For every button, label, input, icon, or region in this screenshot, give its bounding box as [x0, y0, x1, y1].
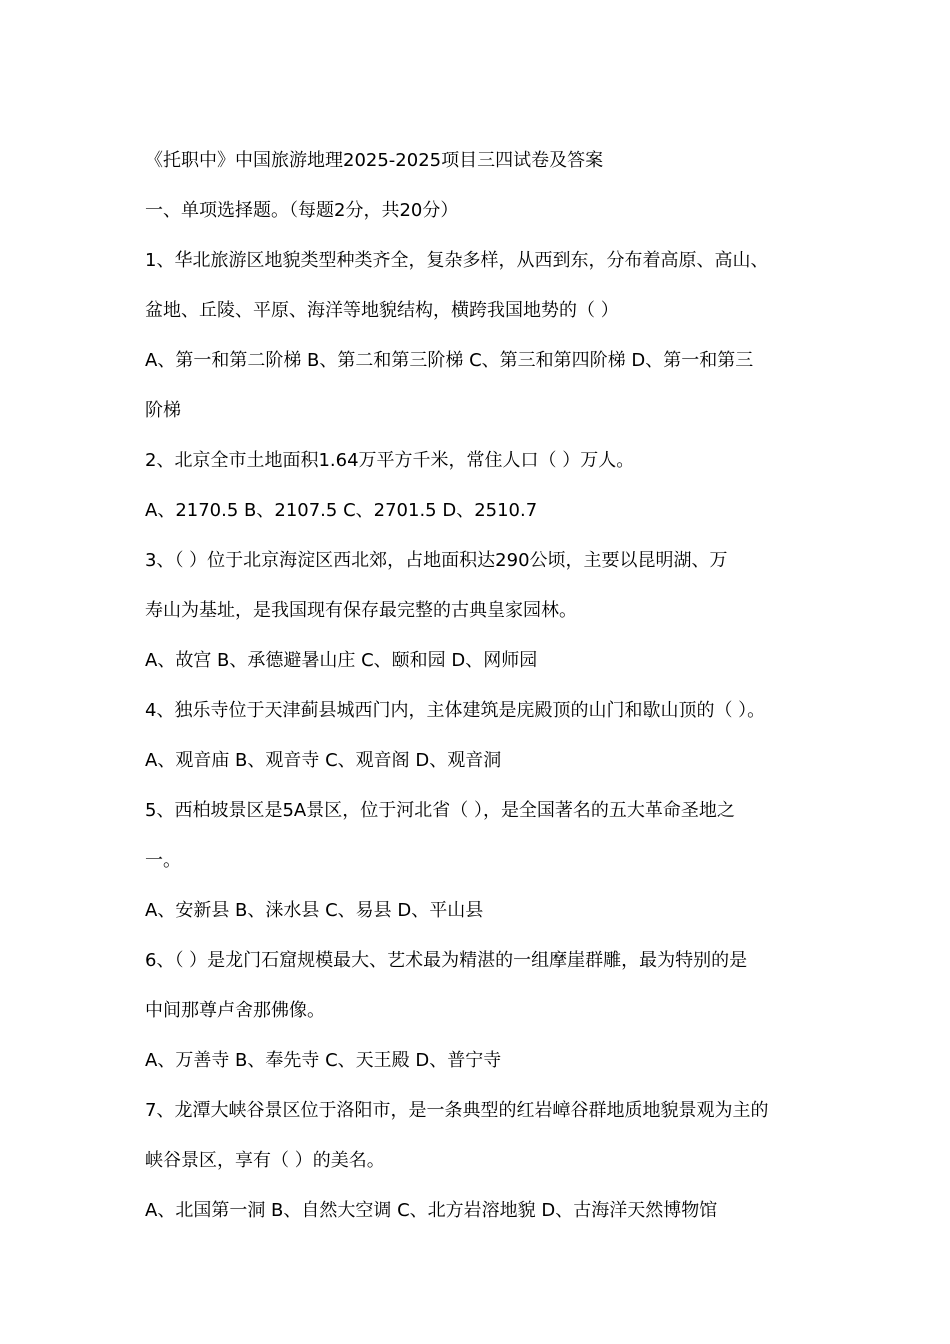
text-line: A、2170.5 B、2107.5 C、2701.5 D、2510.7 [145, 500, 538, 521]
text-line: 3、（ ）位于北京海淀区西北郊，占地面积达290公顷，主要以昆明湖、万 [145, 550, 728, 571]
text-line: A、观音庙 B、观音寺 C、观音阁 D、观音洞 [145, 750, 502, 771]
text-line: 一。 [145, 850, 181, 871]
text-line: 1、华北旅游区地貌类型种类齐全，复杂多样，从西到东，分布着高原、高山、 [145, 250, 769, 271]
text-line: 寿山为基址，是我国现有保存最完整的古典皇家园林。 [145, 600, 577, 621]
document-body [145, 136, 835, 1236]
text-line: 峡谷景区，享有（ ）的美名。 [145, 1150, 385, 1171]
text-line: A、北国第一洞 B、自然大空调 C、北方岩溶地貌 D、古海洋天然博物馆 [145, 1200, 718, 1221]
text-line: 阶梯 [145, 400, 181, 421]
text-line: 4、独乐寺位于天津蓟县城西门内，主体建筑是庑殿顶的山门和歇山顶的（ ）。 [145, 700, 766, 721]
text-line: A、第一和第二阶梯 B、第二和第三阶梯 C、第三和第四阶梯 D、第一和第三 [145, 350, 754, 371]
text-line: 中间那尊卢舍那佛像。 [145, 1000, 325, 1021]
document-title: 《托职中》中国旅游地理2025-2025项目三四试卷及答案 [145, 150, 604, 171]
text-line: 6、（ ）是龙门石窟规模最大、艺术最为精湛的一组摩崖群雕，最为特别的是 [145, 950, 748, 971]
text-line: A、故宫 B、承德避暑山庄 C、颐和园 D、网师园 [145, 650, 538, 671]
text-line: 7、龙潭大峡谷景区位于洛阳市，是一条典型的红岩嶂谷群地质地貌景观为主的 [145, 1100, 769, 1121]
text-line: A、万善寺 B、奉先寺 C、天王殿 D、普宁寺 [145, 1050, 502, 1071]
section-heading: 一、单项选择题。（每题2分，共20分） [145, 200, 459, 221]
text-line: 2、北京全市土地面积1.64万平方千米，常住人口（ ）万人。 [145, 450, 635, 471]
text-line: 盆地、丘陵、平原、海洋等地貌结构，横跨我国地势的（ ） [145, 300, 619, 321]
text-line: 5、西柏坡景区是5A景区，位于河北省（ ），是全国著名的五大革命圣地之 [145, 800, 735, 821]
text-line: A、安新县 B、涞水县 C、易县 D、平山县 [145, 900, 484, 921]
